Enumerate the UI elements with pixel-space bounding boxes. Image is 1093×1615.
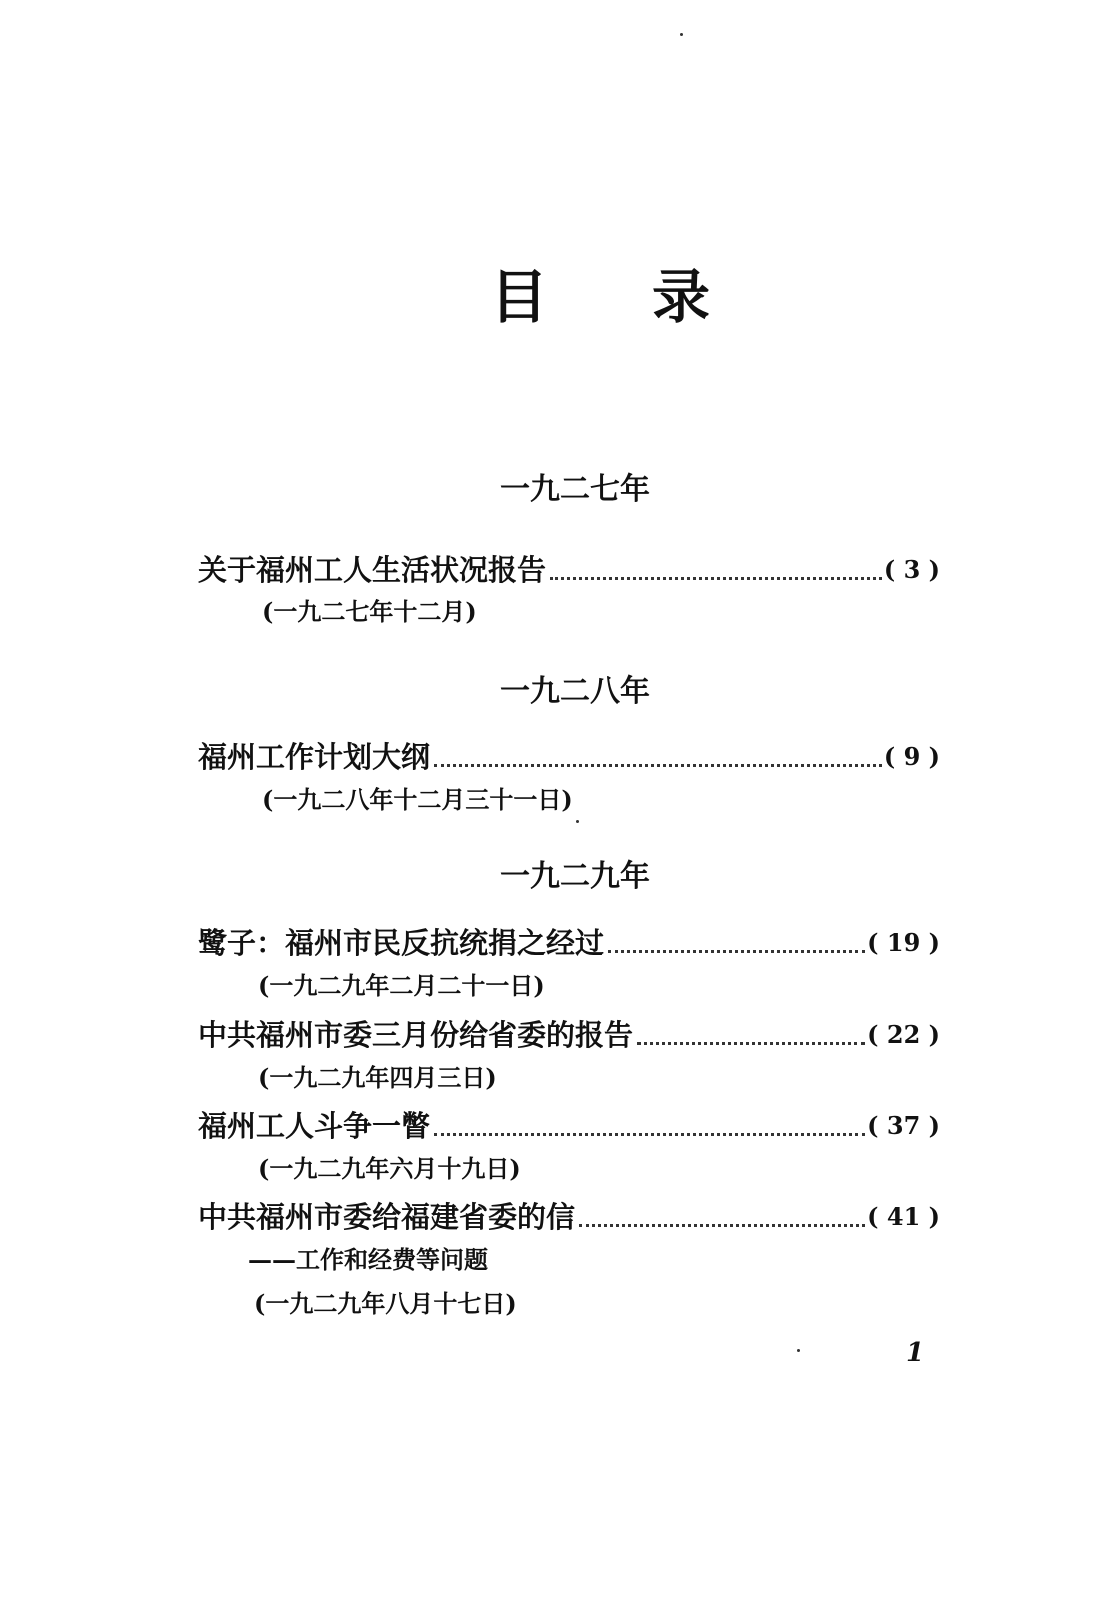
toc-entry-title: 福州工作计划大纲	[198, 740, 431, 774]
toc-entry-page: ( 22 )	[867, 1020, 940, 1049]
toc-entry-title: 中共福州市委三月份给省委的报告	[198, 1018, 634, 1052]
toc-entry-date: (一九二九年八月十七日)	[254, 1289, 517, 1318]
scan-speck	[680, 33, 683, 36]
toc-entry-title: 鹭子：福州市民反抗统捐之经过	[198, 926, 605, 960]
toc-entry-date: (一九二八年十二月三十一日)	[262, 785, 573, 814]
title-char-1: 目	[490, 263, 549, 331]
toc-entry-date: (一九二七年十二月)	[262, 597, 477, 626]
page-number: 1	[906, 1338, 925, 1368]
toc-entry-page: ( 3 )	[883, 555, 940, 584]
year-heading-1929: 一九二九年	[500, 859, 650, 894]
dot-leader	[608, 950, 865, 953]
toc-entry[interactable]	[198, 737, 940, 777]
dot-leader	[434, 764, 882, 767]
toc-entry-date: (一九二九年六月十九日)	[258, 1154, 521, 1183]
toc-entry-page: ( 37 )	[867, 1111, 940, 1140]
toc-entry-title: 中共福州市委给福建省委的信	[198, 1200, 576, 1234]
dot-leader	[550, 577, 882, 580]
toc-entry-date: (一九二九年二月二十一日)	[258, 971, 545, 1000]
toc-entry-date: (一九二九年四月三日)	[258, 1063, 497, 1092]
toc-entry-title: 关于福州工人生活状况报告	[198, 553, 547, 587]
toc-entry[interactable]	[198, 550, 940, 590]
toc-entry-page: ( 9 )	[883, 742, 940, 771]
title-char-2: 录	[651, 263, 710, 331]
toc-entry[interactable]	[198, 1015, 940, 1055]
toc-entry[interactable]	[198, 923, 940, 963]
toc-entry-page: ( 41 )	[867, 1202, 940, 1231]
toc-entry-subtitle: ——工作和经费等问题	[248, 1245, 488, 1274]
year-heading-1928: 一九二八年	[500, 674, 650, 709]
toc-entry[interactable]	[198, 1197, 940, 1237]
toc-entry-page: ( 19 )	[867, 928, 940, 957]
page-title	[490, 262, 710, 332]
year-heading-1927: 一九二七年	[500, 472, 650, 507]
toc-entry[interactable]	[198, 1106, 940, 1146]
scan-speck	[797, 1349, 800, 1352]
dot-leader	[579, 1224, 865, 1227]
dot-leader	[637, 1042, 865, 1045]
toc-entry-title: 福州工人斗争一瞥	[198, 1109, 431, 1143]
scan-speck	[576, 820, 579, 823]
dot-leader	[434, 1133, 865, 1136]
